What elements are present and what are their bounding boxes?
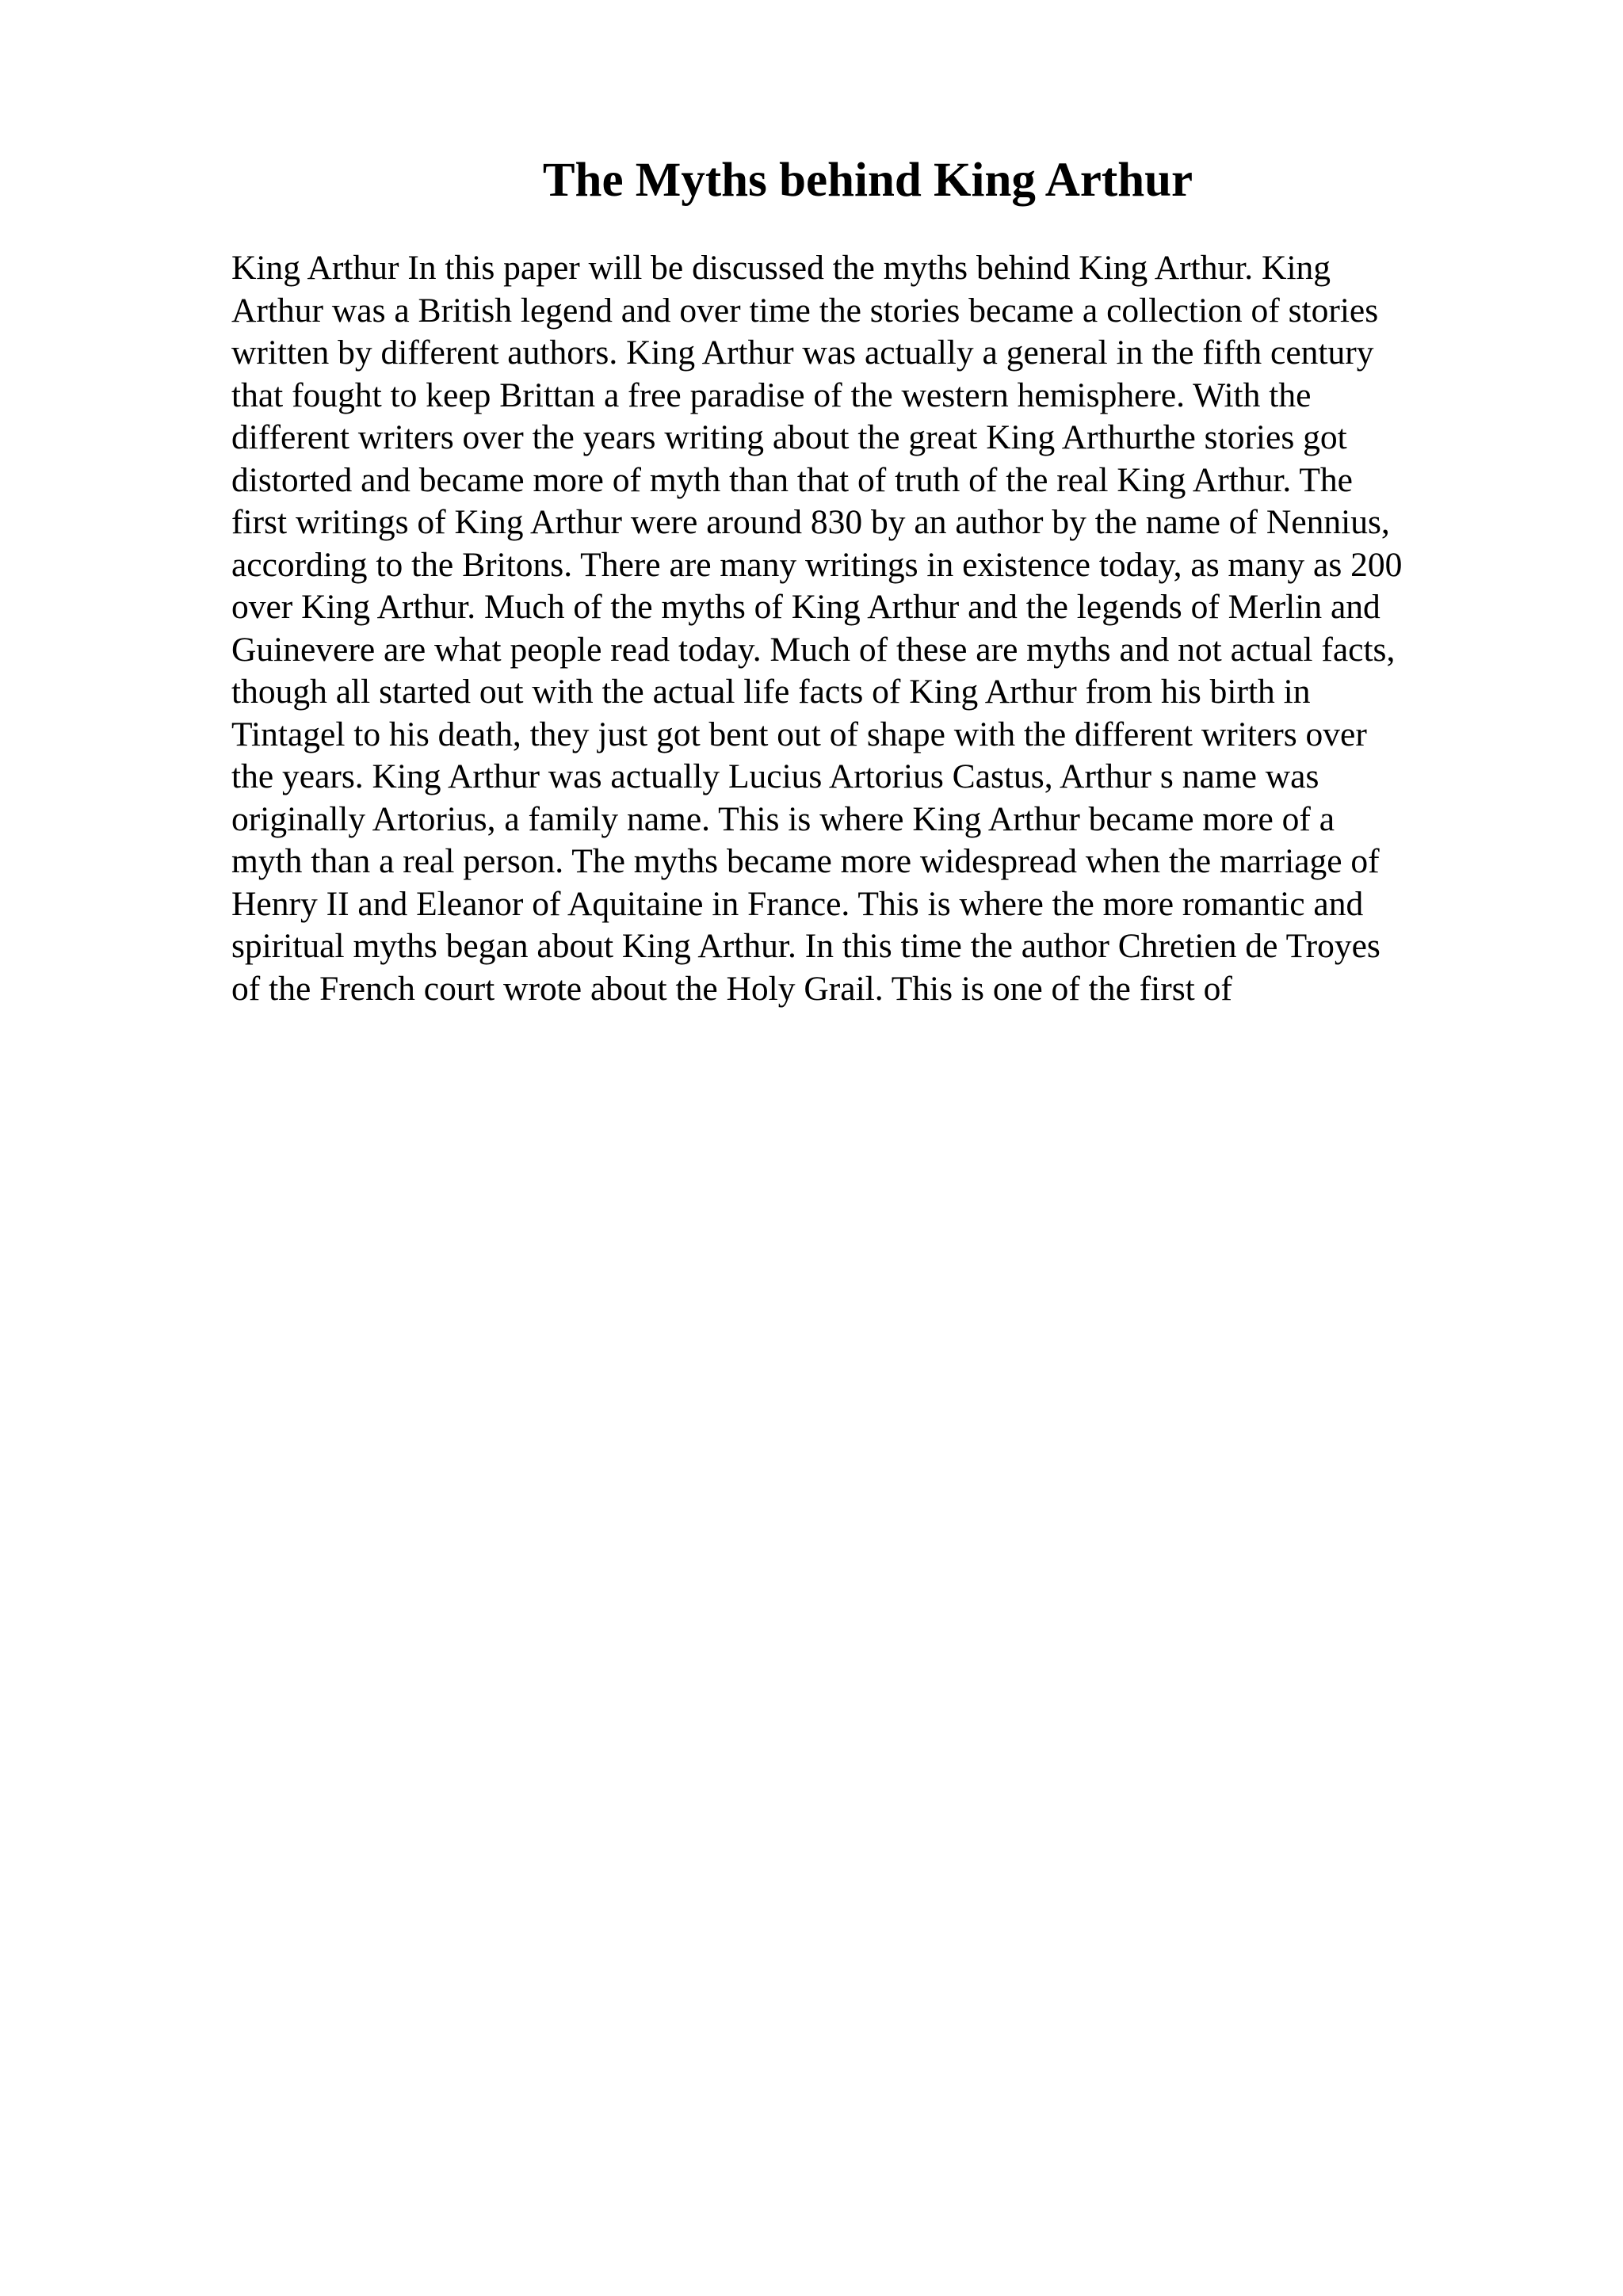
paragraph-line: according to the Britons. There are many writings in existence today, as many as 200 — [231, 545, 1403, 584]
paragraph-line: originally Artorius, a family name. This is where King Arthur became more of a — [231, 799, 1335, 838]
paragraph-line: different writers over the years writing about the great King Arthurthe stories got — [231, 418, 1347, 456]
paragraph-line: distorted and became more of myth than that of truth of the real King Arthur. The — [231, 460, 1353, 499]
page-title: The Myths behind King Arthur — [542, 154, 1193, 207]
paragraph-line: that fought to keep Brittan a free paradise of the western hemisphere. With the — [231, 376, 1312, 414]
paragraph-line: Tintagel to his death, they just got bent out of shape with the different writers over — [231, 715, 1367, 753]
paragraph-line: Henry II and Eleanor of Aquitaine in France. This is where the more romantic and — [231, 884, 1364, 923]
paragraph-line: over King Arthur. Much of the myths of King Arthur and the legends of Merlin and — [231, 588, 1381, 626]
paragraph-line: written by different authors. King Arthur was actually a general in the fifth century — [231, 334, 1374, 372]
paragraph-line: first writings of King Arthur were around 830 by an author by the name of Nennius, — [231, 503, 1390, 541]
paragraph-line: the years. King Arthur was actually Lucius Artorius Castus, Arthur s name was — [231, 757, 1319, 795]
paragraph-line: spiritual myths began about King Arthur. In this time the author Chretien de Troyes — [231, 927, 1381, 965]
body-paragraph — [231, 247, 1515, 1010]
paragraph-line: myth than a real person. The myths became more widespread when the marriage of — [231, 842, 1380, 880]
paragraph-line: King Arthur In this paper will be discussed the myths behind King Arthur. King — [231, 249, 1331, 287]
paragraph-line: Guinevere are what people read today. Much of these are myths and not actual facts, — [231, 630, 1396, 669]
paragraph-line: Arthur was a British legend and over time the stories became a collection of stories — [231, 291, 1379, 330]
paragraph-line: though all started out with the actual life facts of King Arthur from his birth in — [231, 673, 1311, 711]
paragraph-line: of the French court wrote about the Holy Grail. This is one of the first of — [231, 969, 1232, 1008]
